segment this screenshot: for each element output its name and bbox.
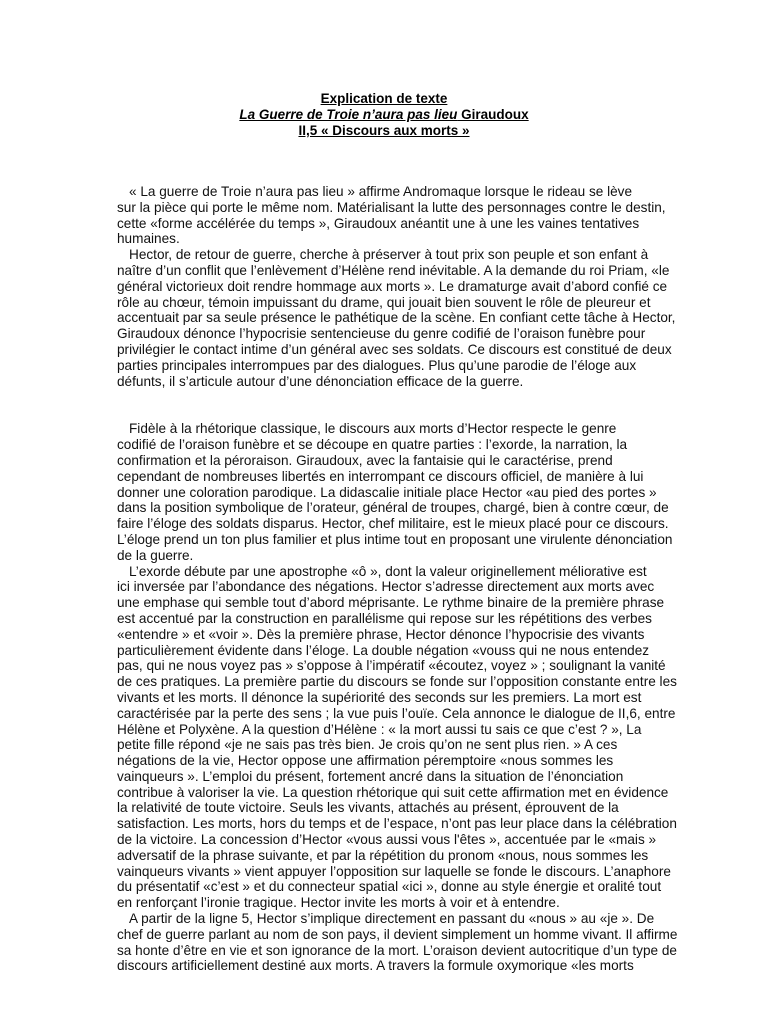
text-line: particulièrement évidente dans l’éloge. La double négation «vouss qui ne nous entendez bbox=[117, 642, 650, 658]
text-line: vainqueurs ». L’emploi du présent, fortement ancré dans la situation de l’énonciation bbox=[117, 768, 624, 784]
header-work-italic: La Guerre de Troie n’aura pas lieu bbox=[239, 107, 458, 122]
text-line: A partir de la ligne 5, Hector s’implique directement en passant du «nous » au «je ». De bbox=[129, 911, 655, 927]
header-author: Giraudoux bbox=[457, 107, 529, 122]
text-line: est accentué par la construction en parallélisme qui repose sur les répétitions des verbes bbox=[117, 610, 652, 626]
header-scene: II,5 « Discours aux morts » bbox=[298, 123, 470, 138]
text-line: rôle au chœur, témoin impuissant du drame, qui jouait bien souvent le rôle de pleureur et bbox=[117, 294, 651, 310]
text-line: accentuait par sa seule présence le pathétique de la scène. En confiant cette tâche à Hector, bbox=[117, 310, 676, 326]
text-line: en renforçant l’ironie tragique. Hector invite les morts à voir et à entendre. bbox=[117, 895, 560, 911]
text-line: de la guerre. bbox=[117, 547, 194, 563]
text-line: la relativité de toute victoire. Seuls les vivants, attachés au présent, éprouvent de la bbox=[117, 800, 619, 816]
text-line: petite fille répond «je ne sais pas très bien. Je crois qu’on ne sent plus rien. » A ces bbox=[117, 737, 618, 753]
text-line: contribue à valoriser la vie. La question rhétorique qui suit cette affirmation met en évidence bbox=[117, 784, 669, 800]
text-line: de ces pratiques. La première partie du discours se fonde sur l’opposition constante entre les bbox=[117, 674, 677, 690]
header-title: Explication de texte bbox=[320, 91, 448, 106]
analysis-section bbox=[117, 421, 683, 974]
document-body bbox=[117, 184, 683, 974]
text-line: défunts, il s’articule autour d’une dénonciation efficace de la guerre. bbox=[117, 373, 524, 389]
text-line: faire l’éloge des soldats disparus. Hector, chef militaire, est le mieux placé pour ce discours. bbox=[117, 516, 669, 532]
introduction-section bbox=[117, 184, 683, 389]
text-line: naître d’un conflit que l’enlèvement d’Hélène rend inévitable. A la demande du roi Priam, «le bbox=[117, 262, 670, 278]
text-line: chef de guerre parlant au nom de son pays, il devient simplement un homme vivant. Il affirme bbox=[117, 926, 678, 942]
text-line: sur la pièce qui porte le même nom. Matérialisant la lutte des personnages contre le destin, bbox=[117, 199, 666, 215]
text-line: confirmation et la péroraison. Giraudoux, avec la fantaisie qui le caractérise, prend bbox=[117, 452, 613, 468]
text-line: Giraudoux dénonce l’hypocrisie sentencieuse du genre codifié de l’oraison funèbre pour bbox=[117, 326, 646, 342]
text-line: cependant de nombreuses libertés en interrompant ce discours officiel, de manière à lui bbox=[117, 468, 644, 484]
text-line: codifié de l’oraison funèbre et se découpe en quatre parties : l’exorde, la narration, la bbox=[117, 437, 628, 453]
text-line: une emphase qui semble tout d’abord méprisante. Le rythme binaire de la première phrase bbox=[117, 595, 665, 611]
text-line: ici inversée par l’abondance des négations. Hector s’adresse directement aux morts avec bbox=[117, 579, 655, 595]
text-line: humaines. bbox=[117, 231, 180, 247]
text-line: « La guerre de Troie n’aura pas lieu » affirme Andromaque lorsque le rideau se lève bbox=[129, 184, 633, 199]
text-line: Fidèle à la rhétorique classique, le discours aux morts d’Hector respecte le genre bbox=[129, 421, 617, 437]
text-line: adversatif de la phrase suivante, et par la répétition du pronom «nous, nous sommes les bbox=[117, 847, 649, 863]
text-line: cette «forme accélérée du temps », Giraudoux anéantit une à une les vaines tentatives bbox=[117, 215, 640, 231]
text-line: pas, qui ne nous voyez pas » s’oppose à l’impératif «écoutez, voyez » ; soulignant la vanité bbox=[117, 658, 666, 674]
text-line: «entendre » et «voir ». Dès la première phrase, Hector dénonce l’hypocrisie des vivants bbox=[117, 626, 645, 642]
text-line: vainqueurs vivants » vient appuyer l’opposition sur laquelle se fonde le discours. L’anaphore bbox=[117, 863, 671, 879]
text-line: parties principales interrompues par des dialogues. Plus qu’une parodie de l’éloge aux bbox=[117, 357, 637, 373]
section-gap bbox=[117, 389, 683, 421]
text-line: de la victoire. La concession d’Hector «vous aussi vous l'êtes », accentuée par le «mais » bbox=[117, 832, 657, 848]
text-line: général victorieux doit rendre hommage aux morts ». Le dramaturge avait d’abord confié ce bbox=[117, 278, 668, 294]
text-line: Hélène et Polyxène. A la question d’Hélène : « la mort aussi tu sais ce que c’est ? », La bbox=[117, 721, 642, 737]
text-line: vivants et les morts. Il dénonce la supériorité des seconds sur les premiers. La mort est bbox=[117, 689, 642, 705]
text-line: donner une coloration parodique. La didascalie initiale place Hector «au pied des portes » bbox=[117, 484, 657, 500]
text-line: L’éloge prend un ton plus familier et plus intime tout en proposant une virulente dénonciation bbox=[117, 531, 673, 547]
text-line: du présentatif «c’est » et du connecteur spatial «ici », donne au style énergie et oralité tout bbox=[117, 879, 662, 895]
text-line: L’exorde débute par une apostrophe «ô », dont la valeur originellement méliorative est bbox=[129, 563, 647, 579]
text-line: négations de la vie, Hector oppose une affirmation péremptoire «nous sommes les bbox=[117, 753, 614, 769]
text-line: satisfaction. Les morts, hors du temps et de l’espace, n’ont pas leur place dans la célébration bbox=[117, 816, 677, 832]
text-line: caractérisée par la perte des sens ; la vue puis l’ouïe. Cela annonce le dialogue de II,6, entre bbox=[117, 705, 676, 721]
text-line: Hector, de retour de guerre, cherche à préserver à tout prix son peuple et son enfant à bbox=[129, 247, 649, 263]
document-header bbox=[0, 91, 768, 139]
text-line: sa honte d’être en vie et son ignorance de la mort. L’oraison devient autocritique d’un type de bbox=[117, 942, 677, 958]
header-work-title bbox=[0, 107, 768, 123]
text-line: dans la position symbolique de l’orateur, général de troupes, chargé, bien à contre cœur, de bbox=[117, 500, 669, 516]
text-line: privilégier le contact intime d’un général avec ses soldats. Ce discours est constitué de deux bbox=[117, 341, 672, 357]
text-line: discours artificiellement destiné aux morts. A travers la formule oxymorique «les morts bbox=[117, 958, 634, 974]
